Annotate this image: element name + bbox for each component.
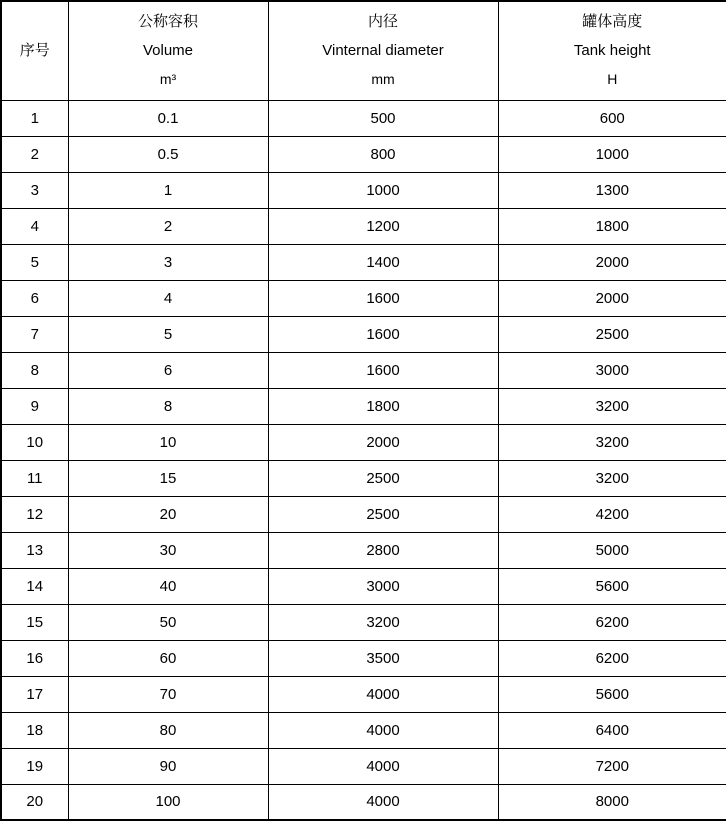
header-volume xyxy=(68,1,268,100)
table-cell: 13 xyxy=(1,532,68,568)
table-cell: 5000 xyxy=(498,532,726,568)
table-row xyxy=(1,784,726,820)
table-row xyxy=(1,496,726,532)
table-cell: 2500 xyxy=(268,496,498,532)
table-row xyxy=(1,316,726,352)
table-cell: 1000 xyxy=(268,172,498,208)
table-cell: 5 xyxy=(1,244,68,280)
table-cell: 1 xyxy=(68,172,268,208)
table-cell: 11 xyxy=(1,460,68,496)
table-cell: 8 xyxy=(68,388,268,424)
table-row xyxy=(1,676,726,712)
table-cell: 3200 xyxy=(268,604,498,640)
table-cell: 20 xyxy=(1,784,68,820)
table-cell: 800 xyxy=(268,136,498,172)
table-cell: 4000 xyxy=(268,748,498,784)
table-cell: 10 xyxy=(68,424,268,460)
table-cell: 5600 xyxy=(498,568,726,604)
table-cell: 4 xyxy=(68,280,268,316)
table-cell: 3 xyxy=(68,244,268,280)
table-row xyxy=(1,604,726,640)
table-cell: 12 xyxy=(1,496,68,532)
header-diameter-unit: mm xyxy=(269,65,498,94)
table-row xyxy=(1,640,726,676)
table-cell: 1400 xyxy=(268,244,498,280)
table-cell: 1300 xyxy=(498,172,726,208)
header-index-label: 序号 xyxy=(2,36,68,65)
table-row xyxy=(1,208,726,244)
table-header xyxy=(1,1,726,100)
table-row xyxy=(1,172,726,208)
table-cell: 3000 xyxy=(498,352,726,388)
table-cell: 2800 xyxy=(268,532,498,568)
header-height-unit: H xyxy=(499,65,726,94)
table-cell: 6 xyxy=(68,352,268,388)
table-cell: 1600 xyxy=(268,352,498,388)
table-row xyxy=(1,424,726,460)
table-cell: 4000 xyxy=(268,784,498,820)
table-cell: 70 xyxy=(68,676,268,712)
header-diameter xyxy=(268,1,498,100)
table-cell: 6200 xyxy=(498,640,726,676)
table-cell: 7200 xyxy=(498,748,726,784)
table-cell: 2000 xyxy=(268,424,498,460)
table-cell: 2000 xyxy=(498,244,726,280)
header-diameter-en: Vinternal diameter xyxy=(269,36,498,65)
table-cell: 14 xyxy=(1,568,68,604)
header-index xyxy=(1,1,68,100)
header-height-cn: 罐体高度 xyxy=(499,7,726,36)
table-row xyxy=(1,460,726,496)
table-cell: 15 xyxy=(1,604,68,640)
table-cell: 1600 xyxy=(268,280,498,316)
table-cell: 2500 xyxy=(268,460,498,496)
table-cell: 80 xyxy=(68,712,268,748)
table-cell: 1600 xyxy=(268,316,498,352)
table-cell: 10 xyxy=(1,424,68,460)
table-row xyxy=(1,100,726,136)
table-cell: 5600 xyxy=(498,676,726,712)
table-cell: 2 xyxy=(68,208,268,244)
table-cell: 4 xyxy=(1,208,68,244)
table-row xyxy=(1,712,726,748)
header-volume-cn: 公称容积 xyxy=(69,7,268,36)
table-cell: 1000 xyxy=(498,136,726,172)
table-cell: 60 xyxy=(68,640,268,676)
table-cell: 6200 xyxy=(498,604,726,640)
header-volume-en: Volume xyxy=(69,36,268,65)
table-cell: 2000 xyxy=(498,280,726,316)
table-row xyxy=(1,244,726,280)
table-cell: 500 xyxy=(268,100,498,136)
table-cell: 17 xyxy=(1,676,68,712)
table-cell: 4200 xyxy=(498,496,726,532)
table-cell: 7 xyxy=(1,316,68,352)
table-cell: 1 xyxy=(1,100,68,136)
header-volume-unit: m³ xyxy=(69,65,268,94)
table-cell: 4000 xyxy=(268,712,498,748)
table-cell: 6400 xyxy=(498,712,726,748)
table-cell: 18 xyxy=(1,712,68,748)
header-diameter-cn: 内径 xyxy=(269,7,498,36)
table-row xyxy=(1,388,726,424)
table-cell: 0.5 xyxy=(68,136,268,172)
header-row xyxy=(1,1,726,100)
table-cell: 5 xyxy=(68,316,268,352)
table-row xyxy=(1,748,726,784)
table-cell: 15 xyxy=(68,460,268,496)
table-cell: 6 xyxy=(1,280,68,316)
table-cell: 8 xyxy=(1,352,68,388)
table-cell: 600 xyxy=(498,100,726,136)
table-cell: 9 xyxy=(1,388,68,424)
table-cell: 3 xyxy=(1,172,68,208)
table-row xyxy=(1,532,726,568)
table-row xyxy=(1,352,726,388)
table-cell: 3200 xyxy=(498,388,726,424)
table-cell: 1800 xyxy=(268,388,498,424)
table-row xyxy=(1,568,726,604)
table-row xyxy=(1,280,726,316)
table-cell: 19 xyxy=(1,748,68,784)
table-cell: 1200 xyxy=(268,208,498,244)
table-cell: 30 xyxy=(68,532,268,568)
table-row xyxy=(1,136,726,172)
header-height xyxy=(498,1,726,100)
table-cell: 3200 xyxy=(498,424,726,460)
table-cell: 2 xyxy=(1,136,68,172)
table-cell: 2500 xyxy=(498,316,726,352)
table-cell: 90 xyxy=(68,748,268,784)
table-cell: 100 xyxy=(68,784,268,820)
header-height-en: Tank height xyxy=(499,36,726,65)
table-cell: 20 xyxy=(68,496,268,532)
table-body xyxy=(1,100,726,820)
table-cell: 50 xyxy=(68,604,268,640)
table-cell: 3200 xyxy=(498,460,726,496)
table-cell: 3500 xyxy=(268,640,498,676)
table-cell: 0.1 xyxy=(68,100,268,136)
table-cell: 8000 xyxy=(498,784,726,820)
table-cell: 40 xyxy=(68,568,268,604)
table-cell: 1800 xyxy=(498,208,726,244)
table-cell: 16 xyxy=(1,640,68,676)
table-cell: 4000 xyxy=(268,676,498,712)
table-cell: 3000 xyxy=(268,568,498,604)
